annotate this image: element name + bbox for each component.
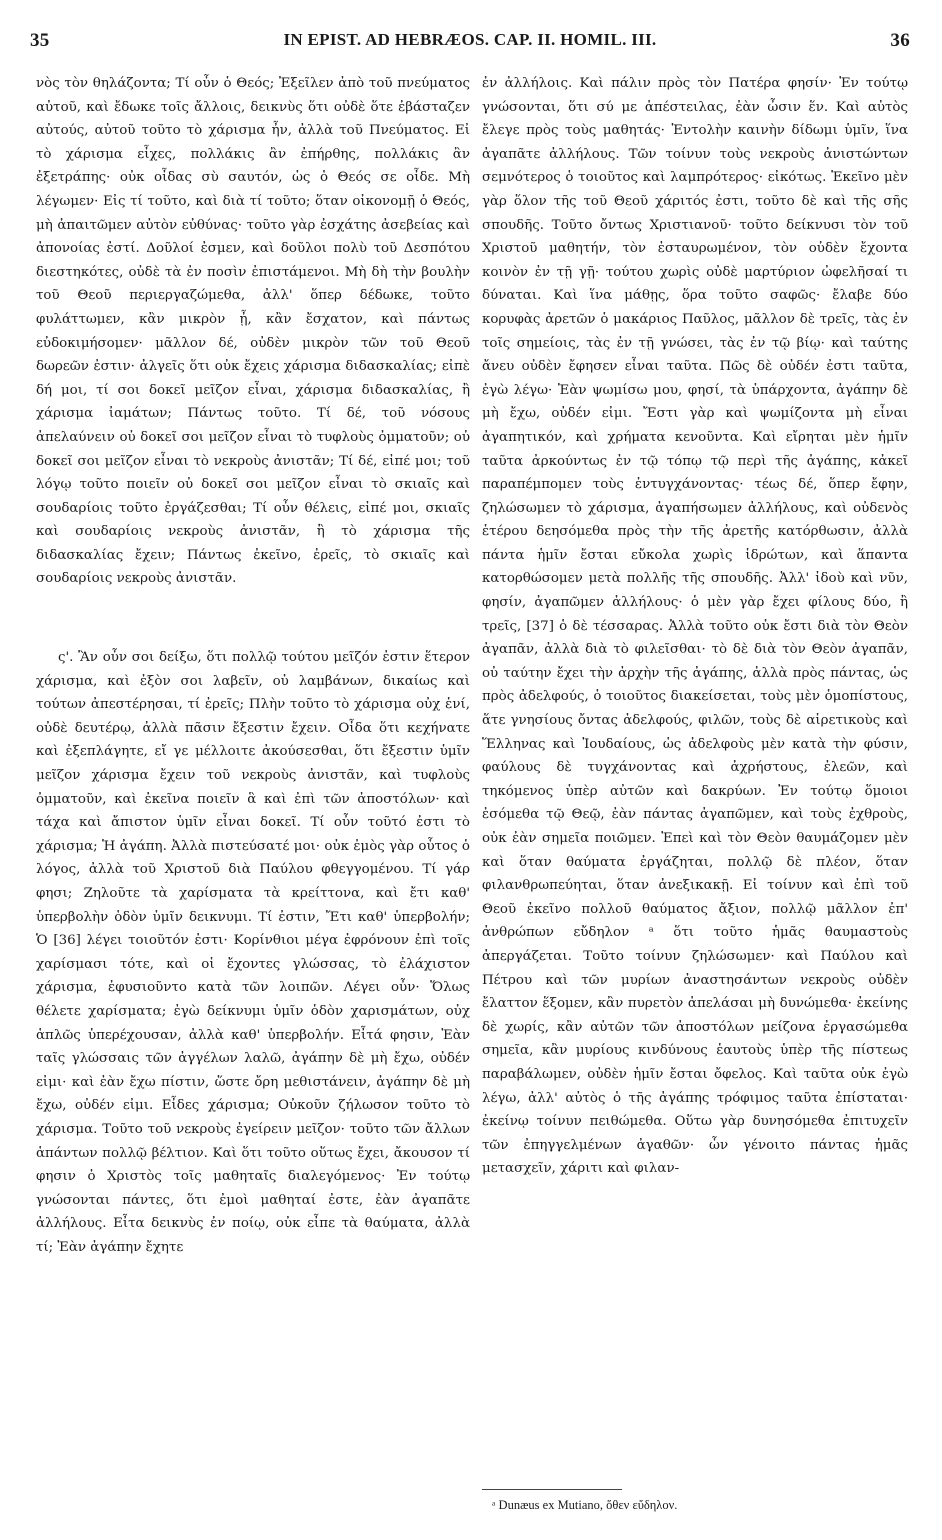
page-number-right: 36 (890, 30, 910, 51)
left-paragraph-1: νὸς τὸν θηλάζοντα; Τί οὖν ὁ Θεός; Ἐξεῖλεν ἀπὸ τοῦ πνεύματος αὐτοῦ, καὶ ἔδωκε τοῖς ἄλλοις, δεικνὺς ὅτι οὐδὲ ὅτε ἐβάσταζεν αὐτούς, αὐτοῦ τοῦτο τὸ χάρισμα ἦν, ἀλλὰ τοῦ Πνεύματος. Εἰ τὸ χάρισμα εἶχες, πολλάκις ἂν ἐπήρθης, πολλάκις ἂν ἐξετράπης· οὐκ οἶδας σὺ σαυτόν, ὡς ὁ Θεός σε οἶδε. Μὴ λέγωμεν· Εἰς τί τοῦτο, καὶ διὰ τί τοῦτο; ὅταν οἰκονομῇ ὁ Θεός, μὴ ἀπαιτῶμεν αὐτὸν εὐθύνας· τοῦτο γὰρ ἐσχάτης ἀσεβείας καὶ ἀπονοίας ἐστί. Δοῦλοί ἐσμεν, καὶ δοῦλοι πολὺ τοῦ Δεσπότου διεστηκότες, οὐδὲ τὰ ἐν ποσὶν ἐπιστάμενοι. Μὴ δὴ τὴν βουλὴν τοῦ Θεοῦ περιεργαζώμεθα, ἀλλ' ὅπερ δέδωκε, τοῦτο φυλάττωμεν, κἂν μικρὸν ᾖ, κἂν ἔσχατον, καὶ πάντως εὐδοκιμήσομεν· μᾶλλον δέ, οὐδὲν μικρὸν τῶν τοῦ Θεοῦ δωρεῶν ἐστιν· ἀλγεῖς ὅτι οὐκ ἔχεις χάρισμα διδασκαλίας; εἰπὲ δή μοι, τί σοι δοκεῖ μεῖζον εἶναι, χάρισμα διδασκαλίας, ἢ χάρισμα ἰαμάτων; Πάντως τοῦτο. Τί δέ, τοῦ νόσους ἀπελαύνειν οὐ δοκεῖ σοι μεῖζον εἶναι τὸ τυφλοὺς ὀμματοῦν; οὐ δοκεῖ σοι μεῖζον εἶναι τὸ νεκροὺς ἀνιστᾶν; Τί δέ, εἰπέ μοι; τοῦ λόγῳ τοῦτο ποιεῖν οὐ δοκεῖ σοι μεῖζον εἶναι τὸ σκιαῖς καὶ σουδαρίοις τοῦτο ἐργάζεσθαι; Τί οὖν θέλεις, εἰπέ μοι, σκιαῖς καὶ σουδαρίοις νεκροὺς ἀνιστᾶν, ἢ τὸ χάρισμα τῆς διδασκαλίας ἔχειν; Πάντως ἐκεῖνο, ἐρεῖς, τὸ σκιαῖς καὶ σουδαρίοις νεκροὺς ἀνιστᾶν. (36, 76, 470, 587)
footnote: ᵃ Dunæus ex Mutiano, ὅθεν εὔδηλον. (492, 1498, 678, 1512)
left-column (36, 72, 470, 1260)
right-column (482, 72, 908, 1181)
running-title: IN EPIST. AD HEBRÆOS. CAP. II. HOMIL. III. (283, 30, 657, 49)
left-paragraph-2: ς'. Ἂν οὖν σοι δείξω, ὅτι πολλῷ τούτου μεῖζόν ἐστιν ἕτερον χάρισμα, καὶ ἐξὸν σοι λαβεῖν, οὐ λαμβάνων, δικαίως καὶ τούτων ἀπεστέρησαι, τί ἐρεῖς; Πλὴν τοῦτο τὸ χάρισμα οὐχ ἑνί, οὐδὲ δευτέρῳ, ἀλλὰ πᾶσιν ἔξεστιν ἔχειν. Οἶδα ὅτι κεχήνατε καὶ ἐξεπλάγητε, εἴ γε μέλλοιτε ἀκούσεσθαι, ὅτι ἔξεστιν ὑμῖν μεῖζον χάρισμα ἔχειν τοῦ νεκροὺς ἀνιστᾶν, καὶ τυφλοὺς ὀμματοῦν, καὶ ἐκεῖνα ποιεῖν ἃ καὶ ἐπὶ τῶν ἀποστόλων· καὶ τάχα καὶ ἄπιστον ὑμῖν εἶναι δοκεῖ. Τί οὖν τοῦτό ἐστι τὸ χάρισμα; Ἡ ἀγάπη. Ἀλλὰ πιστεύσατέ μοι· οὐκ ἐμὸς γὰρ οὗτος ὁ λόγος, ἀλλὰ τοῦ Χριστοῦ διὰ Παύλου φθεγγομένου. Τί γάρ φησι; Ζηλοῦτε τὰ χαρίσματα τὰ κρείττονα, καὶ ἔτι καθ' ὑπερβολὴν ὁδὸν ὑμῖν δεικνυμι. Τί ἐστιν, Ἔτι καθ' ὑπερβολήν; Ὁ [36] λέγει τοιοῦτόν ἐστι· Κορίνθιοι μέγα ἐφρόνουν ἐπὶ τοῖς χαρίσμασι τότε, καὶ οἱ ἔχοντες γλώσσας, τὸ ἐλάχιστον χάρισμα, ἐφυσιοῦντο κατὰ τῶν λοιπῶν. Λέγει οὖν· Ὅλως θέλετε χαρίσματα; ἐγὼ δείκνυμι ὑμῖν ὁδὸν χαρισμάτων, οὐχ ἁπλῶς ὑπερέχουσαν, ἀλλὰ καθ' ὑπερβολήν. Εἶτά φησιν, Ἐὰν ταῖς γλώσσαις τῶν ἀγγέλων λαλῶ, ἀγάπην δὲ μὴ ἔχω, οὐδέν εἰμι· καὶ ἐὰν ἔχω πίστιν, ὥστε ὄρη μεθιστάνειν, ἀγάπην δὲ μὴ ἔχω, οὐδέν εἰμι. Εἶδες χάρισμα; Οὐκοῦν ζήλωσον τοῦτο τὸ χάρισμα. Τοῦτο τοῦ νεκροὺς ἐγείρειν μεῖζον· τοῦτο τῶν ἄλλων ἁπάντων πολλῷ βέλτιον. Καὶ ὅτι τοῦτο οὕτως ἔχει, ἄκουσον τί φησιν ὁ Χριστὸς τοῖς μαθηταῖς διαλεγόμενος· Ἐν τούτῳ γνώσονται πάντες, ὅτι ἐμοὶ μαθηταί ἐστε, ἐὰν ἀγαπᾶτε ἀλλήλους. Εἶτα δεικνὺς ἐν ποίῳ, οὐκ εἶπε τὰ θαύματα, ἀλλὰ τί; Ἐὰν ἀγάπην ἔχητε (36, 650, 470, 1255)
footnote-rule (482, 1489, 622, 1490)
page-number-left: 35 (30, 30, 50, 51)
right-paragraph-1: ἐν ἀλλήλοις. Καὶ πάλιν πρὸς τὸν Πατέρα φησίν· Ἐν τούτῳ γνώσονται, ὅτι σύ με ἀπέστειλας, ἐὰν ὦσιν ἕν. Καὶ αὐτὸς ἔλεγε πρὸς τοὺς μαθητάς· Ἐντολὴν καινὴν δίδωμι ὑμῖν, ἵνα ἀγαπᾶτε ἀλλήλους. Τῶν τοίνυν τοὺς νεκροὺς ἀνιστώντων σεμνότερος ὁ τοιοῦτος καὶ λαμπρότερος· εἰκότως. Ἐκεῖνο μὲν γὰρ ὅλον τῆς τοῦ Θεοῦ χάριτός ἐστι, τοῦτο δὲ καὶ τῆς σῆς σπουδῆς. Τοῦτο ὄντως Χριστιανοῦ· τοῦτο δείκνυσι τὸν τοῦ Χριστοῦ μαθητήν, τὸν ἐσταυρωμένον, τὸν οὐδὲν ἔχοντα κοινὸν ἐν τῇ γῇ· τούτου χωρὶς οὐδὲ μαρτύριον ὠφελῆσαί τι δύναται. Καὶ ἵνα μάθῃς, ὅρα τοῦτο σαφῶς· ἔλαβε δύο κορυφὰς ἀρετῶν ὁ μακάριος Παῦλος, μᾶλλον δὲ τρεῖς, τὰς ἐν τοῖς σημείοις, τὰς ἐν τῇ γνώσει, τὰς ἐν τῷ βίῳ· καὶ ταύτης ἄνευ οὐδὲν ἔφησεν εἶναι ταῦτα. Πῶς δὲ οὐδέν ἐστι ταῦτα, ἐγὼ λέγω· Ἐὰν ψωμίσω μου, φησί, τὰ ὑπάρχοντα, ἀγάπην δὲ μὴ ἔχω, οὐδέν εἰμι. Ἔστι γὰρ καὶ ψωμίζοντα μὴ εἶναι ἀγαπητικόν, καὶ χρήματα κενοῦντα. Καὶ εἴρηται μὲν ἡμῖν ταῦτα ἀρκούντως ἐν τῷ τόπῳ τῷ περὶ τῆς ἀγάπης, κἀκεῖ παραπέμπομεν τοὺς ἐντυγχάνοντας· τέως δέ, ὅπερ ἔφην, ζηλώσωμεν τὸ χάρισμα, ἀγαπήσωμεν ἀλλήλους, καὶ οὐδενὸς ἑτέρου δεησόμεθα πρὸς τὴν τῆς ἀρετῆς κατόρθωσιν, ἀλλὰ πάντα ἡμῖν ἔσται εὔκολα χωρὶς ἱδρώτων, καὶ ἅπαντα κατορθώσομεν μετὰ πολλῆς τῆς σπουδῆς. Ἀλλ' ἰδοὺ καὶ νῦν, φησίν, ἀγαπῶμεν ἀλλήλους· ὁ μὲν γὰρ ἔχει φίλους δύο, ἢ τρεῖς, [37] ὁ δὲ τέσσαρας. Ἀλλὰ τοῦτο οὐκ ἔστι διὰ τὸν Θεὸν ἀγαπᾶν, ἀλλὰ διὰ τὸ φιλεῖσθαι· τὸ δὲ διὰ τὸν Θεὸν ἀγαπᾶν, οὐ ταύτην ἔχει τὴν ἀρχὴν τῆς ἀγάπης, ἀλλὰ πρὸς πάντας, ὡς πρὸς ἀδελφούς, ὁ τοιοῦτος διακείσεται, τοὺς μὲν ὁμοπίστους, ἅτε γνησίους ὄντας ἀδελφούς, φιλῶν, τοὺς δὲ αἱρετικοὺς καὶ Ἕλληνας καὶ Ἰουδαίους, ὡς ἀδελφοὺς μὲν κατὰ τὴν φύσιν, φαύλους δὲ τυγχάνοντας καὶ ἀχρήστους, ἐλεῶν, καὶ τηκόμενος ὑπὲρ αὐτῶν καὶ δακρύων. Ἐν τούτῳ ὅμοιοι ἐσόμεθα τῷ Θεῷ, ἐὰν πάντας ἀγαπῶμεν, καὶ τοὺς ἐχθροὺς, οὐκ ἐὰν σημεῖα ποιῶμεν. Ἐπεὶ καὶ τὸν Θεὸν θαυμάζομεν μὲν καὶ ὅταν θαύματα ἐργάζηται, πολλῷ δὲ πλέον, ὅταν φιλανθρωπεύηται, ὅταν ἀνεξικακῇ. Εἰ τοίνυν καὶ ἐπὶ τοῦ Θεοῦ ἐκεῖνο πολλοῦ θαύματος ἄξιον, πολλῷ μᾶλλον ἐπ' ἀνθρώπων εὔδηλον ᵃ ὅτι τοῦτο ἡμᾶς θαυμαστοὺς ἀπεργάζεται. Τοῦτο τοίνυν ζηλώσωμεν· καὶ Παύλου καὶ Πέτρου καὶ τῶν μυρίων ἀναστησάντων νεκροὺς οὐδὲν ἔλαττον ἕξομεν, κἂν πυρετὸν ἀπελάσαι μὴ δυνώμεθα· ἐκείνης δὲ χωρίς, κἂν αὐτῶν τῶν ἀποστόλων μείζονα ἐργασώμεθα σημεῖα, κἂν μυρίους κινδύνους ἑαυτοὺς ὑπὲρ τῆς πίστεως παραβάλωμεν, οὐδὲν ἡμῖν ἔσται ὄφελος. Καὶ ταῦτα οὐκ ἐγὼ λέγω, ἀλλ' αὐτὸς ὁ τῆς ἀγάπης τρόφιμος ταῦτα ἐπίσταται· ἐκείνῳ τοίνυν πειθώμεθα. Οὕτω γὰρ δυνησόμεθα ἐπιτυχεῖν τῶν ἐπηγγελμένων ἀγαθῶν· ὧν γένοιτο πάντας ἡμᾶς μετασχεῖν, χάριτι καὶ φιλαν- (482, 76, 908, 1177)
running-head (30, 28, 910, 58)
